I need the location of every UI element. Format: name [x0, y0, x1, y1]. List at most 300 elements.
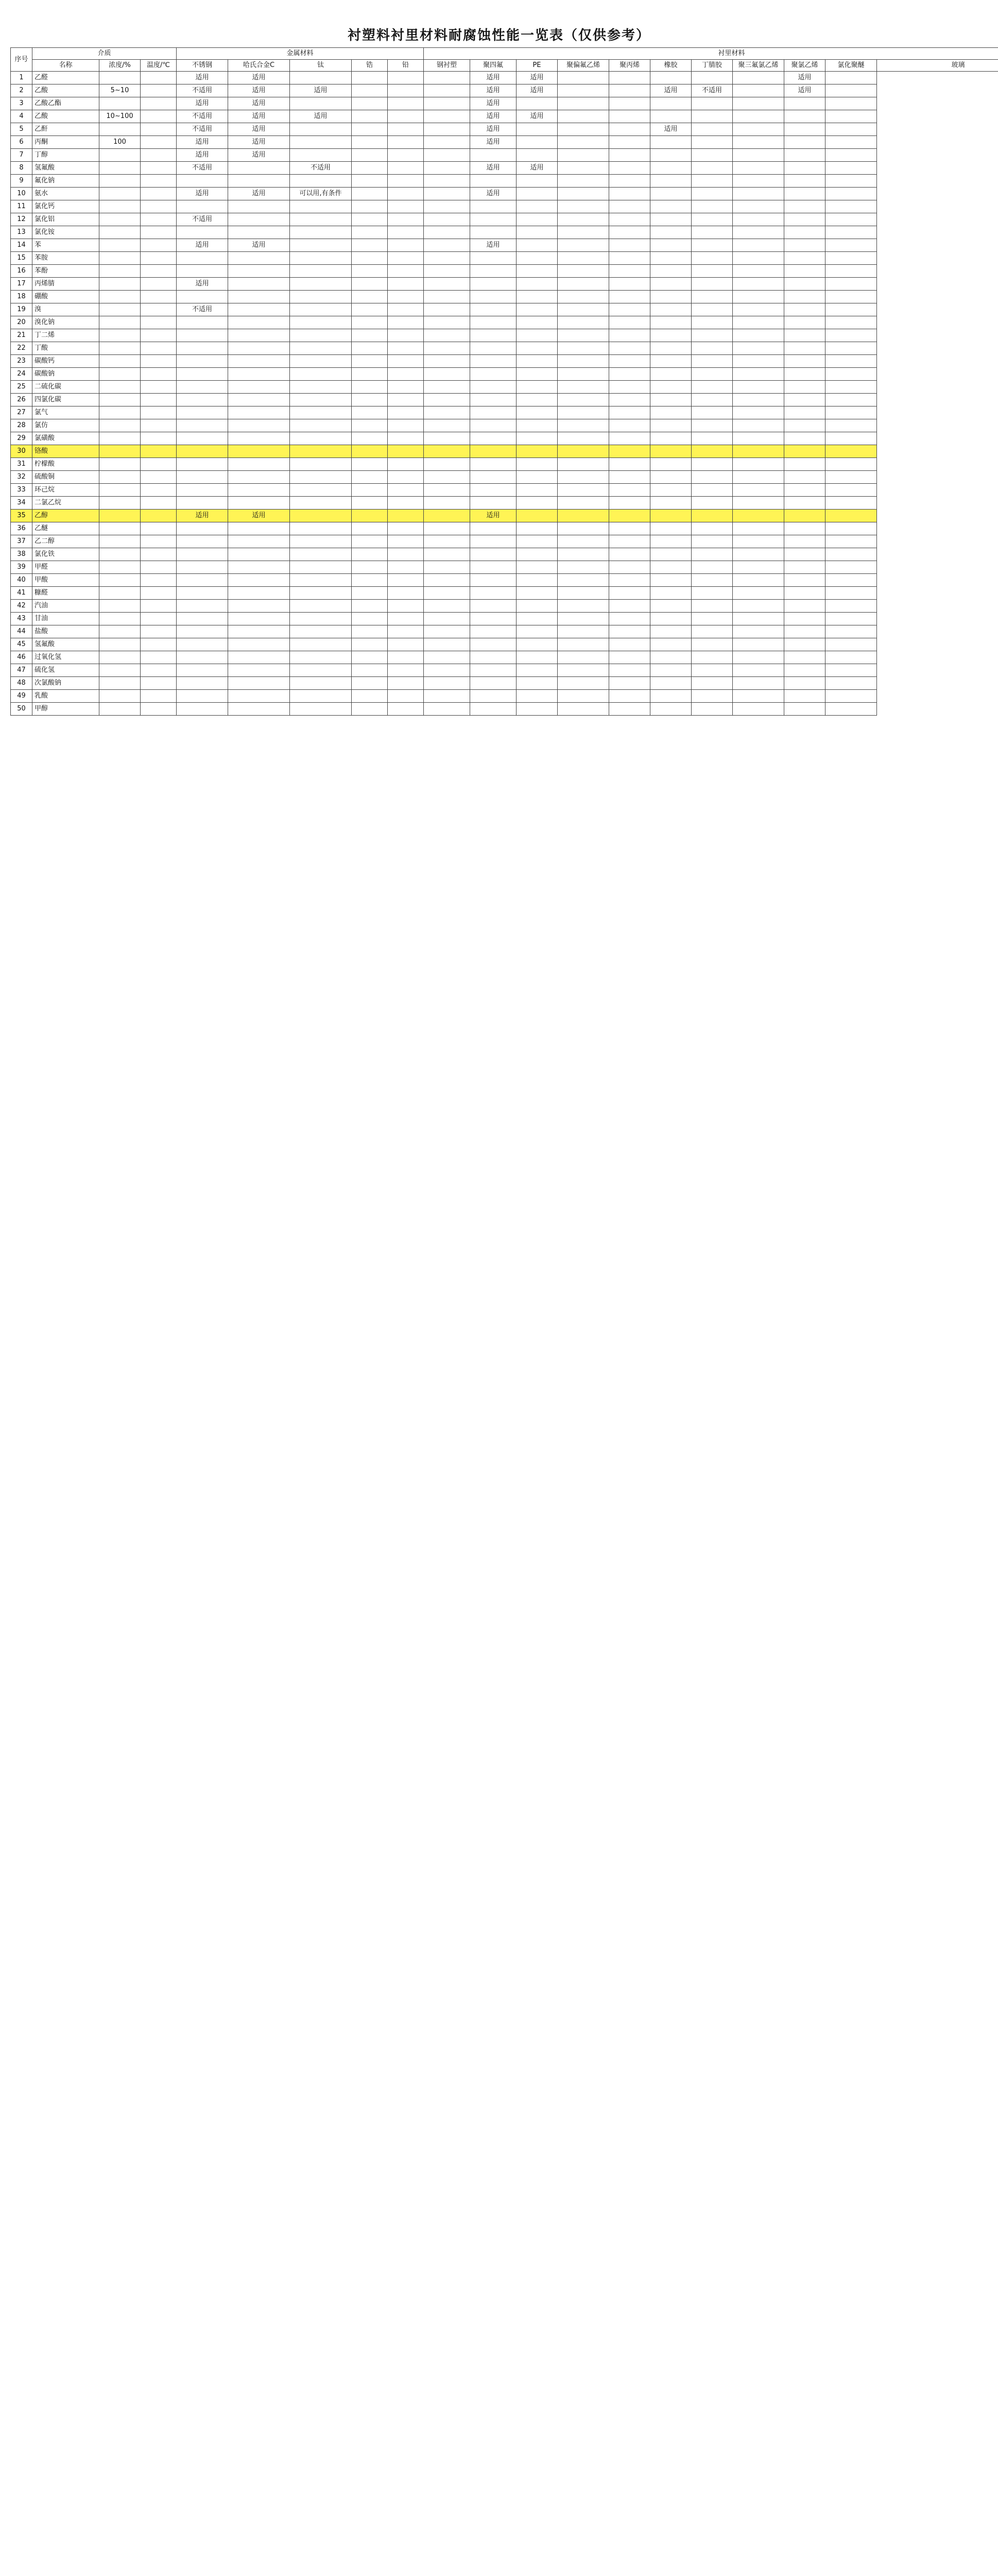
table-cell — [609, 548, 650, 561]
table-cell — [784, 484, 825, 497]
header-metal: 金属材料 — [177, 48, 424, 60]
table-cell — [141, 419, 177, 432]
table-cell — [609, 394, 650, 406]
table-cell — [352, 123, 388, 136]
table-cell — [825, 471, 877, 484]
table-cell — [228, 406, 290, 419]
table-cell — [388, 213, 424, 226]
table-cell — [470, 600, 517, 613]
table-cell — [517, 188, 558, 200]
table-cell — [517, 97, 558, 110]
table-cell: 适用 — [177, 149, 228, 162]
medium-name-cell: 柠檬酸 — [32, 458, 99, 471]
table-cell — [650, 226, 692, 239]
table-cell — [228, 200, 290, 213]
table-cell — [388, 381, 424, 394]
medium-name-cell: 硫酸铜 — [32, 471, 99, 484]
table-cell — [692, 574, 733, 587]
table-cell — [784, 548, 825, 561]
table-cell — [290, 252, 352, 265]
table-cell — [609, 664, 650, 677]
table-cell — [609, 497, 650, 510]
column-header: 玻璃 — [877, 60, 998, 72]
table-cell — [177, 329, 228, 342]
row-number-cell: 41 — [11, 587, 32, 600]
table-cell — [352, 471, 388, 484]
table-cell: 适用 — [517, 162, 558, 175]
row-number-cell: 50 — [11, 703, 32, 716]
table-row — [11, 471, 998, 484]
table-cell — [388, 664, 424, 677]
table-cell — [141, 355, 177, 368]
table-cell — [784, 471, 825, 484]
table-cell — [470, 625, 517, 638]
table-cell — [352, 84, 388, 97]
table-cell — [784, 587, 825, 600]
table-cell — [99, 651, 141, 664]
table-cell — [470, 471, 517, 484]
table-row — [11, 355, 998, 368]
table-cell — [784, 535, 825, 548]
table-cell — [517, 200, 558, 213]
table-cell — [424, 175, 470, 188]
table-cell — [825, 355, 877, 368]
table-cell — [609, 484, 650, 497]
table-cell — [650, 587, 692, 600]
column-header: 聚三氟氯乙烯 — [733, 60, 784, 72]
table-cell — [99, 72, 141, 84]
column-header: 聚偏氟乙烯 — [558, 60, 609, 72]
table-cell — [650, 677, 692, 690]
table-cell — [650, 522, 692, 535]
table-row — [11, 381, 998, 394]
column-header: 钛 — [290, 60, 352, 72]
table-cell — [228, 213, 290, 226]
table-row — [11, 587, 998, 600]
table-cell — [99, 677, 141, 690]
table-row — [11, 188, 998, 200]
table-cell — [825, 381, 877, 394]
medium-name-cell: 氯化铵 — [32, 226, 99, 239]
table-row — [11, 123, 998, 136]
table-row — [11, 252, 998, 265]
table-cell — [558, 291, 609, 303]
table-cell — [517, 239, 558, 252]
table-cell — [470, 458, 517, 471]
table-cell — [650, 664, 692, 677]
table-cell — [692, 123, 733, 136]
table-cell — [424, 406, 470, 419]
table-cell — [609, 703, 650, 716]
table-cell — [558, 355, 609, 368]
table-cell — [692, 406, 733, 419]
table-cell — [692, 239, 733, 252]
table-cell — [692, 252, 733, 265]
table-cell — [517, 484, 558, 497]
table-cell — [470, 445, 517, 458]
table-cell — [609, 574, 650, 587]
table-cell — [609, 265, 650, 278]
table-cell — [733, 548, 784, 561]
table-cell — [141, 535, 177, 548]
table-cell — [733, 84, 784, 97]
table-cell — [228, 394, 290, 406]
table-cell — [388, 394, 424, 406]
table-cell — [290, 664, 352, 677]
table-cell — [228, 625, 290, 638]
table-cell — [558, 368, 609, 381]
medium-name-cell: 氟化钠 — [32, 175, 99, 188]
table-cell — [290, 587, 352, 600]
table-cell — [825, 574, 877, 587]
table-cell: 适用 — [470, 110, 517, 123]
subheader-row — [11, 60, 998, 72]
table-cell — [609, 252, 650, 265]
table-cell — [692, 149, 733, 162]
table-cell — [388, 406, 424, 419]
table-cell — [424, 394, 470, 406]
table-cell — [692, 587, 733, 600]
table-cell — [733, 471, 784, 484]
table-cell — [692, 600, 733, 613]
table-cell — [388, 484, 424, 497]
table-cell — [825, 510, 877, 522]
table-cell — [99, 329, 141, 342]
table-cell — [517, 548, 558, 561]
table-cell — [517, 149, 558, 162]
table-cell — [352, 136, 388, 149]
table-cell — [650, 200, 692, 213]
table-cell — [784, 432, 825, 445]
table-cell — [424, 252, 470, 265]
table-cell — [388, 278, 424, 291]
table-cell — [424, 136, 470, 149]
table-cell — [290, 548, 352, 561]
table-cell — [99, 561, 141, 574]
table-cell — [609, 406, 650, 419]
table-cell — [784, 278, 825, 291]
table-cell — [99, 419, 141, 432]
table-cell — [517, 600, 558, 613]
row-number-cell: 26 — [11, 394, 32, 406]
table-cell: 适用 — [177, 188, 228, 200]
table-cell — [99, 522, 141, 535]
table-cell — [733, 303, 784, 316]
table-cell — [692, 535, 733, 548]
table-cell — [609, 97, 650, 110]
table-cell — [609, 200, 650, 213]
table-cell — [733, 316, 784, 329]
table-cell — [141, 316, 177, 329]
table-cell: 10~100 — [99, 110, 141, 123]
table-cell — [692, 316, 733, 329]
table-cell — [650, 329, 692, 342]
table-cell — [692, 445, 733, 458]
table-cell — [558, 72, 609, 84]
table-cell — [784, 162, 825, 175]
table-cell — [470, 497, 517, 510]
table-cell — [470, 419, 517, 432]
table-cell — [558, 123, 609, 136]
table-cell — [784, 510, 825, 522]
table-cell — [141, 381, 177, 394]
table-cell — [609, 419, 650, 432]
table-cell — [609, 278, 650, 291]
table-cell — [517, 226, 558, 239]
medium-name-cell: 碳酸钙 — [32, 355, 99, 368]
medium-name-cell: 氯化铝 — [32, 213, 99, 226]
table-cell — [784, 651, 825, 664]
table-cell — [558, 162, 609, 175]
table-cell — [228, 265, 290, 278]
table-cell — [388, 432, 424, 445]
table-cell — [470, 587, 517, 600]
table-cell — [784, 239, 825, 252]
table-cell — [784, 419, 825, 432]
table-cell — [692, 291, 733, 303]
table-cell — [177, 175, 228, 188]
row-number-cell: 9 — [11, 175, 32, 188]
table-cell — [650, 638, 692, 651]
table-cell — [784, 677, 825, 690]
medium-name-cell: 氢氟酸 — [32, 638, 99, 651]
table-cell — [733, 625, 784, 638]
table-cell — [692, 510, 733, 522]
table-cell — [141, 200, 177, 213]
table-cell — [470, 175, 517, 188]
medium-name-cell: 丁二烯 — [32, 329, 99, 342]
table-cell — [825, 535, 877, 548]
table-cell — [692, 188, 733, 200]
table-cell — [352, 703, 388, 716]
table-cell — [228, 574, 290, 587]
table-cell — [352, 226, 388, 239]
table-row — [11, 291, 998, 303]
row-number-cell: 1 — [11, 72, 32, 84]
table-cell — [558, 587, 609, 600]
table-cell — [733, 200, 784, 213]
table-cell — [424, 664, 470, 677]
table-cell — [290, 600, 352, 613]
header-medium: 介质 — [32, 48, 177, 60]
table-cell — [650, 703, 692, 716]
table-cell — [733, 535, 784, 548]
table-row — [11, 445, 998, 458]
table-cell: 适用 — [177, 97, 228, 110]
table-cell: 适用 — [470, 136, 517, 149]
table-cell — [177, 432, 228, 445]
table-row — [11, 278, 998, 291]
table-cell — [388, 497, 424, 510]
header-lining: 衬里材料 — [424, 48, 998, 60]
table-cell — [99, 625, 141, 638]
row-number-cell: 17 — [11, 278, 32, 291]
table-cell — [352, 188, 388, 200]
medium-name-cell: 溴化钠 — [32, 316, 99, 329]
table-row — [11, 149, 998, 162]
table-cell — [784, 445, 825, 458]
table-row — [11, 97, 998, 110]
table-cell — [784, 188, 825, 200]
table-cell — [558, 265, 609, 278]
table-cell — [825, 97, 877, 110]
table-cell — [650, 97, 692, 110]
table-row — [11, 265, 998, 278]
table-row — [11, 200, 998, 213]
table-cell — [352, 303, 388, 316]
table-cell — [99, 162, 141, 175]
table-cell — [650, 265, 692, 278]
table-cell — [784, 97, 825, 110]
table-cell — [424, 458, 470, 471]
table-cell — [228, 355, 290, 368]
table-cell — [825, 72, 877, 84]
column-header: 不锈钢 — [177, 60, 228, 72]
table-row — [11, 406, 998, 419]
table-cell — [784, 175, 825, 188]
table-cell — [99, 535, 141, 548]
medium-name-cell: 二氯乙烷 — [32, 497, 99, 510]
table-cell — [99, 664, 141, 677]
table-cell — [825, 548, 877, 561]
table-cell — [424, 278, 470, 291]
table-cell — [733, 406, 784, 419]
table-cell — [609, 535, 650, 548]
table-cell — [290, 316, 352, 329]
medium-name-cell: 氯化钙 — [32, 200, 99, 213]
table-cell: 不适用 — [177, 123, 228, 136]
table-cell — [290, 213, 352, 226]
table-cell — [784, 252, 825, 265]
medium-name-cell: 氢氟酸 — [32, 162, 99, 175]
table-cell — [609, 690, 650, 703]
table-cell — [141, 690, 177, 703]
row-number-cell: 27 — [11, 406, 32, 419]
table-row — [11, 110, 998, 123]
table-cell — [99, 613, 141, 625]
table-cell — [141, 110, 177, 123]
table-cell — [470, 291, 517, 303]
table-cell — [177, 252, 228, 265]
table-cell — [388, 548, 424, 561]
table-cell: 适用 — [784, 84, 825, 97]
table-cell — [99, 239, 141, 252]
table-row — [11, 613, 998, 625]
table-cell — [650, 419, 692, 432]
table-cell — [609, 368, 650, 381]
medium-name-cell: 汽油 — [32, 600, 99, 613]
table-cell — [99, 188, 141, 200]
table-cell — [99, 316, 141, 329]
table-cell — [825, 342, 877, 355]
table-cell — [424, 625, 470, 638]
table-cell — [99, 548, 141, 561]
table-cell — [558, 690, 609, 703]
table-cell — [470, 677, 517, 690]
table-cell — [692, 497, 733, 510]
table-cell — [650, 381, 692, 394]
table-cell — [650, 445, 692, 458]
table-cell — [99, 303, 141, 316]
table-cell — [558, 175, 609, 188]
table-cell — [290, 394, 352, 406]
table-cell — [609, 110, 650, 123]
table-cell — [733, 445, 784, 458]
table-cell — [609, 587, 650, 600]
table-cell — [388, 419, 424, 432]
row-number-cell: 13 — [11, 226, 32, 239]
table-cell: 适用 — [228, 510, 290, 522]
table-cell: 适用 — [470, 97, 517, 110]
table-cell — [141, 638, 177, 651]
medium-name-cell: 环己烷 — [32, 484, 99, 497]
row-number-cell: 44 — [11, 625, 32, 638]
table-cell — [352, 497, 388, 510]
table-cell — [609, 458, 650, 471]
table-cell — [825, 690, 877, 703]
table-cell — [141, 265, 177, 278]
table-cell — [609, 162, 650, 175]
table-cell — [517, 432, 558, 445]
table-cell — [352, 368, 388, 381]
table-cell — [177, 638, 228, 651]
table-cell — [352, 548, 388, 561]
table-cell — [733, 175, 784, 188]
table-cell — [825, 561, 877, 574]
table-cell — [517, 690, 558, 703]
table-cell — [388, 561, 424, 574]
header-no: 序号 — [11, 48, 32, 72]
table-cell — [388, 188, 424, 200]
table-row — [11, 84, 998, 97]
table-cell — [424, 600, 470, 613]
table-cell — [517, 561, 558, 574]
table-row — [11, 213, 998, 226]
table-cell — [517, 613, 558, 625]
table-cell — [692, 690, 733, 703]
table-cell — [141, 561, 177, 574]
table-cell — [388, 445, 424, 458]
table-cell — [141, 213, 177, 226]
table-cell — [517, 522, 558, 535]
table-cell — [825, 458, 877, 471]
table-cell — [609, 613, 650, 625]
medium-name-cell: 丁醇 — [32, 149, 99, 162]
table-cell — [558, 303, 609, 316]
table-cell — [99, 510, 141, 522]
table-cell — [388, 535, 424, 548]
row-number-cell: 7 — [11, 149, 32, 162]
table-cell: 不适用 — [290, 162, 352, 175]
table-cell — [650, 574, 692, 587]
table-cell — [609, 291, 650, 303]
table-cell — [352, 445, 388, 458]
table-cell — [825, 677, 877, 690]
table-cell: 适用 — [517, 72, 558, 84]
table-cell — [352, 625, 388, 638]
table-cell — [733, 265, 784, 278]
table-cell: 适用 — [177, 278, 228, 291]
table-cell — [558, 484, 609, 497]
table-cell — [424, 355, 470, 368]
row-number-cell: 31 — [11, 458, 32, 471]
table-cell — [784, 703, 825, 716]
table-cell — [352, 664, 388, 677]
table-cell — [424, 265, 470, 278]
table-cell — [825, 291, 877, 303]
medium-name-cell: 乙醚 — [32, 522, 99, 535]
table-cell — [470, 548, 517, 561]
